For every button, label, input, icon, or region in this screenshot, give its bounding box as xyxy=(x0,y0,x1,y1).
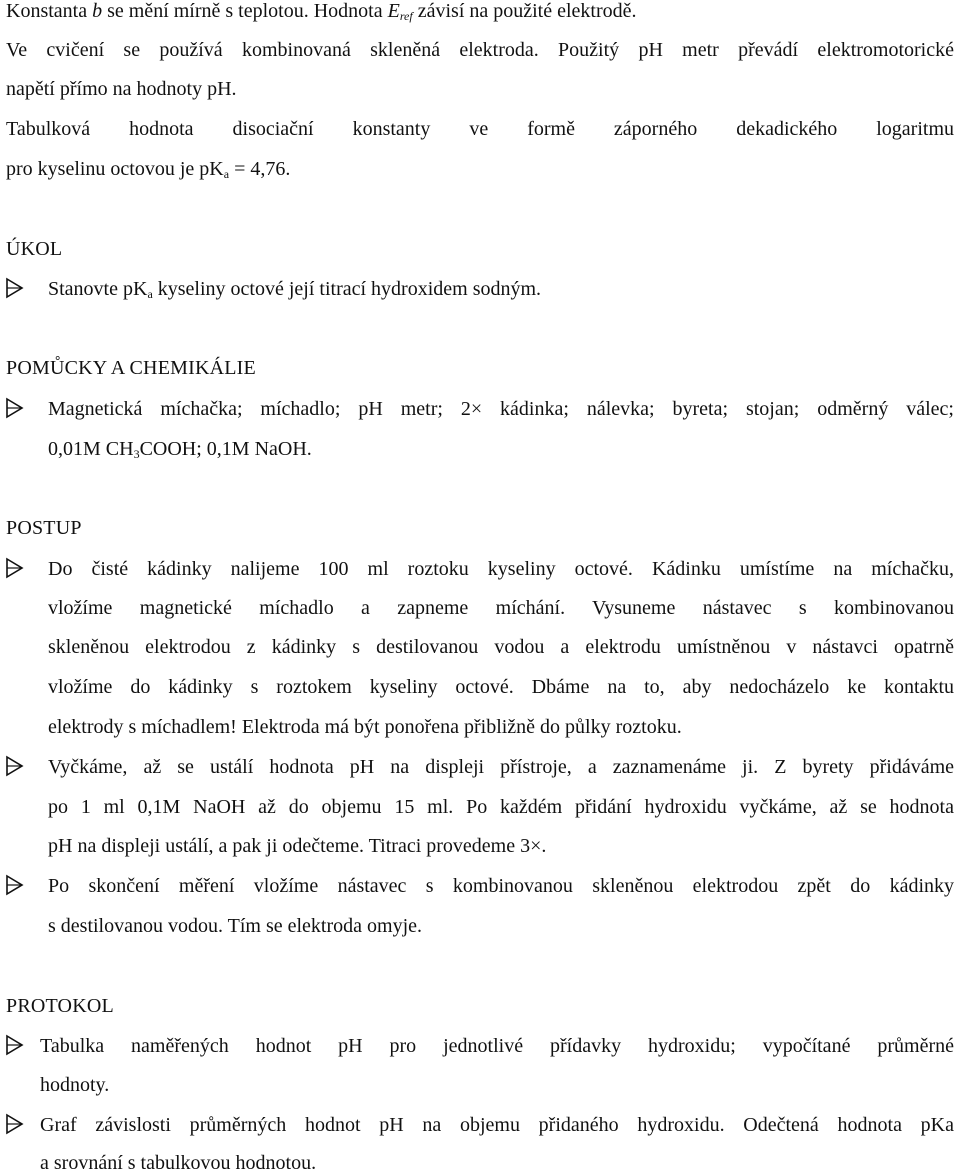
postup-item-3-line-1: Po skončení měření vložíme nástavec s kombinovanou skleněnou elektrodou zpět do kádinky xyxy=(48,875,954,897)
protokol-item-1-line-2: hodnoty. xyxy=(40,1074,110,1096)
section-heading-ukol: ÚKOL xyxy=(6,238,63,260)
section-heading-protokol: PROTOKOL xyxy=(6,995,114,1017)
postup-item-1-line-3: skleněnou elektrodou z kádinky s destilovanou vodou a elektrodu umístněnou v nástavci opatrně xyxy=(48,636,954,658)
intro-line-4: Tabulková hodnota disociační konstanty ve formě záporného dekadického logaritmu xyxy=(6,118,954,140)
postup-item-1-line-2: vložíme magnetické míchadlo a zapneme míchání. Vysuneme nástavec s kombinovanou xyxy=(48,597,954,619)
arrowhead-bullet-icon xyxy=(5,1033,25,1057)
ukol-item: Stanovte $pK_a$ kyseliny octové její titrací hydroxidem sodným. xyxy=(48,278,542,301)
arrowhead-bullet-icon xyxy=(5,1112,25,1136)
intro-line-3: napětí přímo na hodnoty pH. xyxy=(6,78,237,100)
arrowhead-bullet-icon xyxy=(5,556,25,580)
arrowhead-bullet-icon xyxy=(5,754,25,778)
postup-item-2-line-3: pH na displeji ustálí, a pak ji odečteme. Titraci provedeme 3×. xyxy=(48,835,547,857)
postup-item-3-line-2: s destilovanou vodou. Tím se elektroda omyje. xyxy=(48,915,423,937)
pomucky-line-1: Magnetická míchačka; míchadlo; pH metr; 2× kádinka; nálevka; byreta; stojan; odměrný válec; xyxy=(48,398,954,420)
postup-item-2-line-2: po 1 ml 0,1M NaOH až do objemu 15 ml. Po každém přidání hydroxidu vyčkáme, až se hodnota xyxy=(48,796,954,818)
postup-item-1-line-4: vložíme do kádinky s roztokem kyseliny octové. Dbáme na to, aby nedocházelo ke kontaktu xyxy=(48,676,954,698)
protokol-item-1-line-1: Tabulka naměřených hodnot pH pro jednotlivé přídavky hydroxidu; vypočítané průměrné xyxy=(40,1035,954,1057)
intro-line-5: pro kyselinu octovou je $pK_a = 4,76$. xyxy=(6,158,291,181)
postup-item-1-line-5: elektrody s míchadlem! Elektroda má být ponořena přibližně do půlky roztoku. xyxy=(48,716,682,738)
postup-item-2-line-1: Vyčkáme, až se ustálí hodnota pH na displeji přístroje, a zaznamenáme ji. Z byrety přidáváme xyxy=(48,756,954,778)
pomucky-line-2: 0,01M $CH_3COOH$; 0,1M NaOH. xyxy=(48,438,312,461)
intro-line-2: Ve cvičení se používá kombinovaná skleněná elektroda. Použitý pH metr převádí elektromotorické xyxy=(6,39,954,61)
protokol-item-2-line-2: a srovnání s tabulkovou hodnotou. xyxy=(40,1152,317,1174)
section-heading-postup: POSTUP xyxy=(6,517,82,539)
intro-line-1: Konstanta b se mění mírně s teplotou. Hodnota $E_{ref}$ závisí na použité elektrodě. xyxy=(6,0,637,23)
section-heading-pomucky: POMŮCKY A CHEMIKÁLIE xyxy=(6,357,256,379)
arrowhead-bullet-icon xyxy=(5,276,25,300)
arrowhead-bullet-icon xyxy=(5,873,25,897)
protokol-item-2-line-1: Graf závislosti průměrných hodnot pH na objemu přidaného hydroxidu. Odečtená hodnota pKa xyxy=(40,1114,954,1136)
arrowhead-bullet-icon xyxy=(5,396,25,420)
postup-item-1-line-1: Do čisté kádinky nalijeme 100 ml roztoku kyseliny octové. Kádinku umístíme na míchačku, xyxy=(48,558,954,580)
